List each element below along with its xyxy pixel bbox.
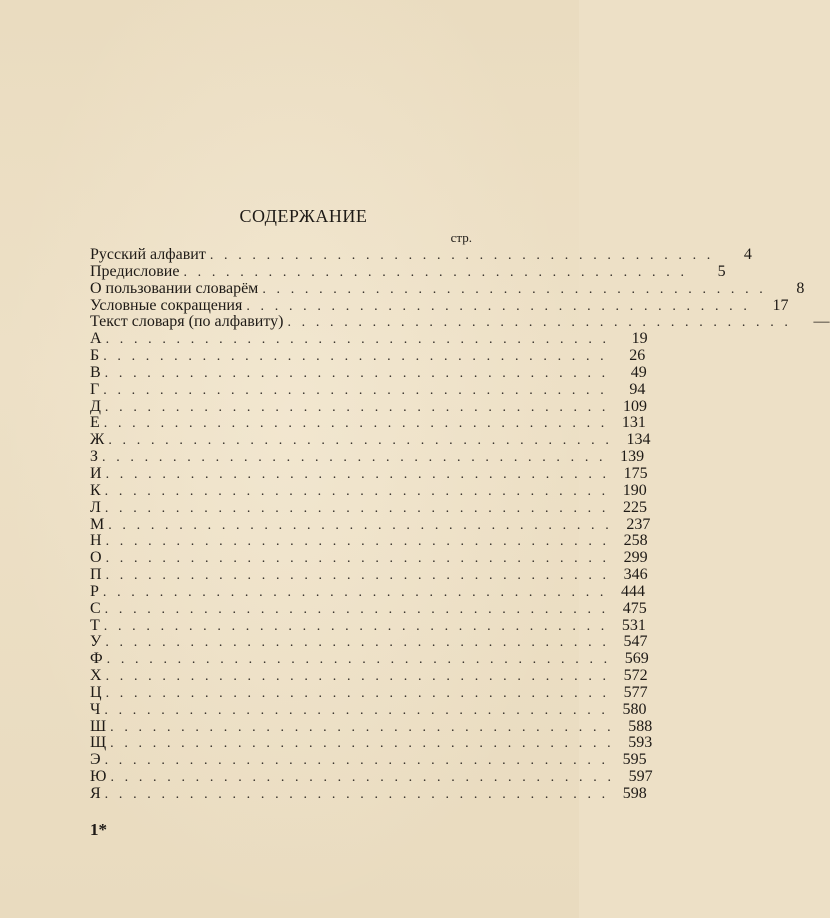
dot-leader: . . . . . . . . . . . . . . . . . . . . . . . . . . . . . . . . . . . . [209,248,714,263]
toc-entry-label: Л [90,498,101,516]
toc-entry-label: Условные сокращения [90,296,243,314]
dot-leader: . . . . . . . . . . . . . . . . . . . . . . . . . . . . . . . . . . . . [103,416,608,432]
dot-leader: . . . . . . . . . . . . . . . . . . . . . . . . . . . . . . . . . . . . [105,466,610,482]
toc-entry-page-number: 131 [621,414,646,432]
toc-entry-page-number: 593 [628,734,653,752]
dot-leader: . . . . . . . . . . . . . . . . . . . . . . . . . . . . . . . . . . . . [104,702,609,718]
toc-entry-page-number: 572 [623,667,648,685]
toc-entry [90,313,830,331]
toc-entry-label: И [90,464,102,482]
dot-leader: . . . . . . . . . . . . . . . . . . . . . . . . . . . . . . . . . . . . [110,770,615,786]
toc-entry-page-number: 5 [717,262,726,280]
toc-entry [90,734,653,752]
toc-entry-label: В [90,363,101,381]
toc-entry [90,549,648,567]
toc-entry [90,296,789,315]
printer-signature-mark: 1* [90,820,107,839]
toc-entry-label: Ж [90,431,105,449]
toc-entry [90,768,653,786]
toc-entry [90,347,646,365]
dot-leader: . . . . . . . . . . . . . . . . . . . . . . . . . . . . . . . . . . . . [105,568,610,584]
toc-entry-page-number: 225 [622,498,647,516]
dot-leader: . . . . . . . . . . . . . . . . . . . . . . . . . . . . . . . . . . . . [102,450,607,466]
toc-entry [90,717,653,736]
toc-entry-label: Ш [90,717,107,735]
toc-entry-page-number: 26 [629,347,646,365]
dot-leader: . . . . . . . . . . . . . . . . . . . . . . . . . . . . . . . . . . . . [105,669,610,685]
toc-entry-page-number: 139 [620,448,645,466]
dot-leader: . . . . . . . . . . . . . . . . . . . . . . . . . . . . . . . . . . . . [104,500,609,516]
toc-entry-page-number: 547 [623,633,648,651]
toc-entry-page-number: 8 [796,279,805,297]
toc-entry [90,667,648,685]
toc-entry [90,246,752,264]
dot-leader: . . . . . . . . . . . . . . . . . . . . . . . . . . . . . . . . . . . . [103,382,608,398]
toc-entry [90,633,648,651]
toc-entry [90,582,646,601]
toc-entry [90,262,726,281]
toc-entry-label: Текст словаря (по алфавиту) [90,313,284,331]
toc-entry-label: Р [90,582,99,600]
toc-entry-label: Г [90,380,100,398]
toc-entry-page-number: 4 [743,246,752,263]
toc-entry [90,481,647,500]
dot-leader: . . . . . . . . . . . . . . . . . . . . . . . . . . . . . . . . . . . . [105,635,610,651]
toc-entry [90,448,645,466]
toc-entry-page-number: 475 [622,599,647,617]
toc-entry-page-number: 258 [623,532,648,550]
dot-leader: . . . . . . . . . . . . . . . . . . . . . . . . . . . . . . . . . . . . [103,349,608,365]
toc-entry [90,464,648,483]
toc-entry-page-number: 299 [623,549,648,567]
toc-entry [90,380,646,399]
toc-entry-page-number: 577 [623,683,648,701]
toc-entry-label: Щ [90,734,107,752]
dot-leader: . . . . . . . . . . . . . . . . . . . . . . . . . . . . . . . . . . . . [108,517,613,533]
toc-entry [90,431,651,449]
dot-leader: . . . . . . . . . . . . . . . . . . . . . . . . . . . . . . . . . . . . [262,281,767,297]
toc-entry [90,599,647,618]
toc-entry [90,279,805,298]
toc-entry-page-number: 19 [631,330,648,348]
toc-entry [90,397,648,416]
toc-entry-page-number: 134 [626,431,651,449]
dot-leader: . . . . . . . . . . . . . . . . . . . . . . . . . . . . . . . . . . . . [287,315,792,331]
page-column-label: стр. [450,230,472,245]
toc-entry-label: М [90,515,105,533]
toc-entry [90,683,648,702]
toc-entry-label: Б [90,347,100,365]
toc-entry-page-number: 595 [622,751,647,769]
dot-leader: . . . . . . . . . . . . . . . . . . . . . . . . . . . . . . . . . . . . [110,736,615,752]
toc-entry-page-number: 94 [629,380,646,398]
toc-entry-page-number: 17 [772,296,789,314]
toc-entry [90,532,648,550]
toc-entry-page-number: 237 [626,515,651,533]
toc-entry [90,566,648,584]
toc-entry-label: Х [90,667,102,685]
toc-entry-label: Т [90,616,100,634]
toc-entry-page-number: 569 [624,650,649,668]
toc-entry [90,650,649,668]
toc-entry-page-number: 580 [622,700,647,718]
toc-entry-label: О [90,549,102,567]
toc-entry-label: Ч [90,700,101,718]
toc-entry-page-number: 190 [622,481,647,499]
dot-leader: . . . . . . . . . . . . . . . . . . . . . . . . . . . . . . . . . . . . [105,534,610,550]
dot-leader: . . . . . . . . . . . . . . . . . . . . . . . . . . . . . . . . . . . . [104,483,609,499]
table-of-contents [90,246,830,803]
dot-leader: . . . . . . . . . . . . . . . . . . . . . . . . . . . . . . . . . . . . [103,618,608,634]
toc-entry-page-number: — [813,313,830,331]
toc-entry-label: У [90,633,102,651]
toc-entry-label: А [90,330,102,348]
toc-entry [90,616,646,635]
toc-entry-label: С [90,599,101,617]
toc-entry-label: Русский алфавит [90,246,206,263]
toc-entry [90,330,648,348]
toc-entry-page-number: 346 [623,566,648,584]
dot-leader: . . . . . . . . . . . . . . . . . . . . . . . . . . . . . . . . . . . . [105,332,610,348]
toc-entry [90,751,647,769]
page-title: СОДЕРЖАНИЕ [239,206,368,226]
toc-entry-label: Э [90,751,101,769]
toc-entry-label: К [90,481,101,499]
dot-leader: . . . . . . . . . . . . . . . . . . . . . . . . . . . . . . . . . . . . [246,298,751,314]
toc-entry-page-number: 588 [628,717,653,735]
dot-leader: . . . . . . . . . . . . . . . . . . . . . . . . . . . . . . . . . . . . [106,652,611,668]
toc-entry-label: Ю [90,768,107,786]
toc-entry-label: Н [90,532,102,550]
toc-entry-label: Предисловие [90,262,180,280]
dot-leader: . . . . . . . . . . . . . . . . . . . . . . . . . . . . . . . . . . . . [104,399,610,415]
toc-entry-page-number: 531 [621,616,646,634]
dot-leader: . . . . . . . . . . . . . . . . . . . . . . . . . . . . . . . . . . . . [104,601,609,617]
toc-entry-page-number: 597 [628,768,653,786]
toc-entry [90,498,647,517]
toc-entry-page-number: 598 [622,785,647,802]
toc-entry-page-number: 444 [621,582,646,600]
dot-leader: . . . . . . . . . . . . . . . . . . . . . . . . . . . . . . . . . . . . [110,719,615,735]
toc-entry-label: Д [90,397,101,415]
dot-leader: . . . . . . . . . . . . . . . . . . . . . . . . . . . . . . . . . . . . [105,551,610,567]
toc-entry-page-number: 175 [623,464,648,482]
dot-leader: . . . . . . . . . . . . . . . . . . . . . . . . . . . . . . . . . . . . [104,753,609,769]
toc-entry [90,515,651,534]
toc-entry-label: О пользовании словарём [90,279,259,297]
dot-leader: . . . . . . . . . . . . . . . . . . . . . . . . . . . . . . . . . . . . [104,787,609,802]
toc-entry [90,700,647,719]
toc-entry [90,414,646,432]
toc-entry-label: Ц [90,683,102,701]
dot-leader: . . . . . . . . . . . . . . . . . . . . . . . . . . . . . . . . . . . . [105,685,610,701]
toc-entry-label: Ф [90,650,103,668]
toc-entry-page-number: 49 [630,363,647,381]
dot-leader: . . . . . . . . . . . . . . . . . . . . . . . . . . . . . . . . . . . . [108,433,613,449]
dot-leader: . . . . . . . . . . . . . . . . . . . . . . . . . . . . . . . . . . . . [183,264,688,280]
toc-entry-label: Я [90,785,101,802]
dot-leader: . . . . . . . . . . . . . . . . . . . . . . . . . . . . . . . . . . . . [102,584,608,600]
toc-entry-label: П [90,566,102,584]
dot-leader: . . . . . . . . . . . . . . . . . . . . . . . . . . . . . . . . . . . . [104,365,609,381]
toc-entry-label: З [90,448,99,466]
toc-entry [90,363,647,382]
toc-entry-page-number: 109 [623,397,648,415]
toc-entry-label: Е [90,414,100,432]
toc-entry [90,785,647,803]
